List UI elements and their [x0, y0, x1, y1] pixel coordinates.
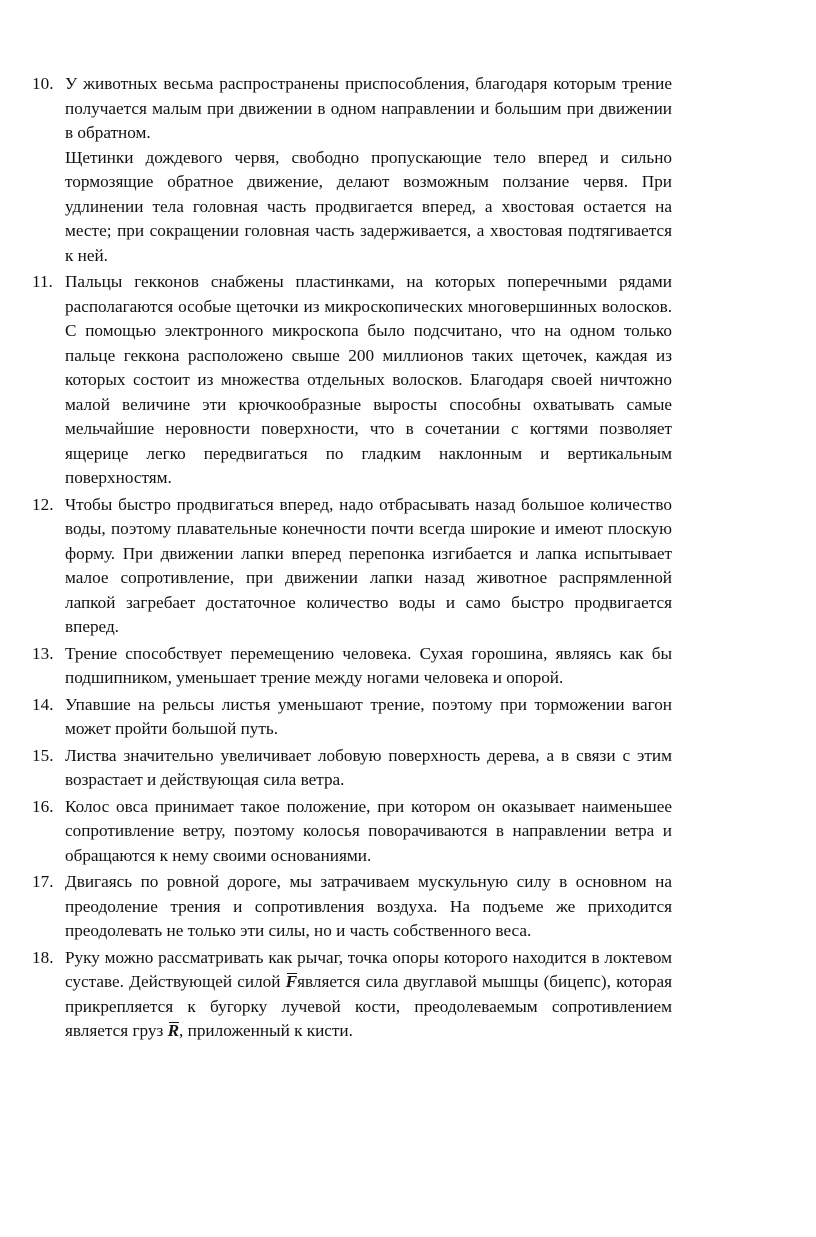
- answer-item-17: [32, 870, 672, 944]
- answer-item-10: [32, 72, 672, 268]
- answer-item-13: [32, 642, 672, 691]
- answer-item-11: [32, 270, 672, 491]
- answer-item-12: [32, 493, 672, 640]
- answer-item-18: [32, 946, 672, 1044]
- text-run: Руку можно рассматривать как рычаг, точка опоры которого находится в локтевом суставе. Действующей силой: [65, 947, 672, 991]
- item-number: 11.: [32, 272, 53, 291]
- item-number: 15.: [32, 745, 54, 765]
- item-number: 17.: [32, 872, 54, 891]
- page-text: [32, 72, 672, 1046]
- item-number: 16.: [32, 796, 54, 816]
- resistance-vector-symbol: R: [167, 1021, 180, 1040]
- text-run: является сила двуглавой мышцы (бицепс), которая прикрепляется к бугорку лучевой кости, преодолеваемым сопротивлением является груз: [65, 972, 672, 1040]
- item-paragraph: Пальцы гекконов снабжены пластинками, на которых поперечными рядами располагаются особые щеточки из микроскопических многовершинных волосков. С помощью электронного микроскопа было подсчитано, что на одном только пальце геккона расположено свыше 200 миллионов таких щеточек, каждая из которых состоит из множества отдельных волосков. Благодаря своей ничтожно малой величине эти крючкообразные выросты способны охватывать самые мельчайшие неровности поверхности, что в сочетании с когтями позволяет ящерице легко передвигаться по гладким наклонным и вертикальным поверхностям.: [65, 272, 672, 487]
- answer-item-14: [32, 693, 672, 742]
- item-paragraph: Трение способствует перемещению человека. Сухая горошина, являясь как бы подшипником, уменьшает трение между ногами человека и опорой.: [65, 643, 672, 687]
- item-paragraph: Чтобы быстро продвигаться вперед, надо отбрасывать назад большое количество воды, поэтому плавательные конечности почти всегда широкие и имеют плоскую форму. При движении лапки вперед перепонка изгибается и лапка испытывает малое сопротивление, при движении лапки назад животное распрямленной лапкой загребает достаточное количество воды и само быстро продвигается вперед.: [65, 494, 672, 636]
- answer-item-16: [32, 795, 672, 869]
- answer-item-15: [32, 744, 672, 793]
- text-run: , приложенный к кисти.: [179, 1021, 353, 1040]
- item-number: 10.: [32, 74, 54, 93]
- item-number: 13.: [32, 643, 54, 663]
- force-vector-symbol: F: [285, 972, 298, 991]
- item-paragraph: Листва значительно увеличивает лобовую поверхность дерева, а в связи с этим возрастает и действующая сила ветра.: [65, 745, 672, 789]
- item-paragraph: [65, 946, 672, 1044]
- item-paragraph: Щетинки дождевого червя, свободно пропускающие тело вперед и сильно тормозящие обратное движение, делают возможным ползание червя. При удлинении тела головная часть продвигается вперед, а хвостовая остается на месте; при сокращении головная часть задерживается, а хвостовая подтягивается к ней.: [65, 147, 672, 265]
- item-paragraph: У животных весьма распространены приспособления, благодаря которым трение получается малым при движении в одном направлении и большим при движении в обратном.: [65, 74, 672, 142]
- item-number: 18.: [32, 947, 54, 967]
- item-paragraph: Двигаясь по ровной дороге, мы затрачиваем мускульную силу в основном на преодоление трения и сопротивления воздуха. На подъеме же приходится преодолевать не только эти силы, но и часть собственного веса.: [65, 872, 672, 940]
- item-paragraph: Колос овса принимает такое положение, при котором он оказывает наименьшее сопротивление ветру, поэтому колосья поворачиваются в направлении ветра и обращаются к нему своими основаниями.: [65, 796, 672, 865]
- item-number: 14.: [32, 694, 54, 714]
- item-number: 12.: [32, 494, 54, 514]
- item-paragraph: Упавшие на рельсы листья уменьшают трение, поэтому при торможении вагон может пройти большой путь.: [65, 694, 672, 738]
